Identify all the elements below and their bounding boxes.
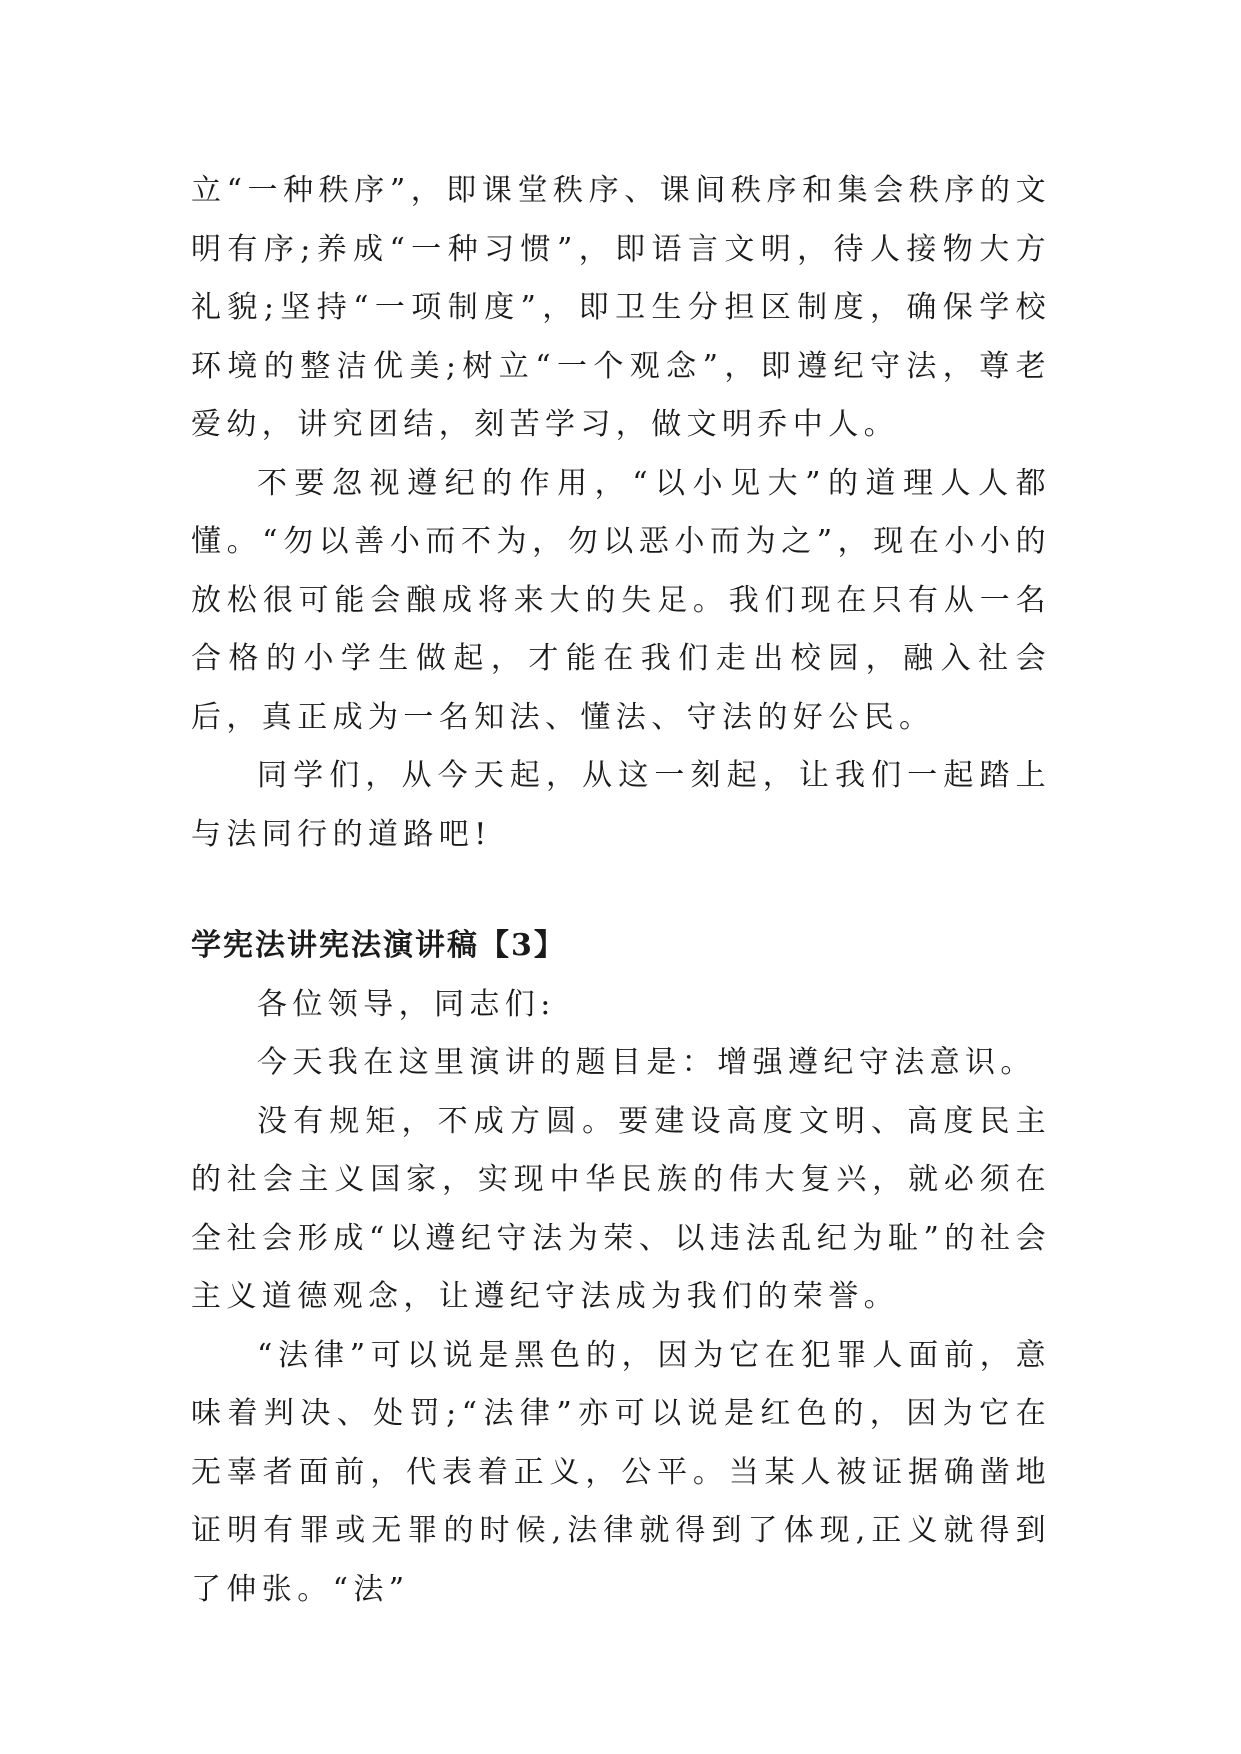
paragraph-topic: 今天我在这里演讲的题目是：增强遵纪守法意识。 xyxy=(257,1045,1036,1080)
paragraph-3: 同学们，从今天起，从这一刻起，让我们一起踏上与法同行的道路吧! xyxy=(191,758,1051,852)
salutation: 各位领导，同志们: xyxy=(257,986,556,1022)
paragraph-6: “法律”可以说是黑色的，因为它在犯罪人面前，意味着判决、处罚;“法律”亦可以说是红色的，因为它在无辜者面前，代表着正义，公平。当某人被证据确凿地证明有罪或无罪的时候,法律就得到了体现,正义就得到了伸张。“法” xyxy=(191,1337,1051,1607)
document-page xyxy=(191,162,1051,1619)
section-heading: 学宪法讲宪法演讲稿【3】 xyxy=(191,928,566,963)
paragraph-5: 没有规矩，不成方圆。要建设高度文明、高度民主的社会主义国家，实现中华民族的伟大复兴，就必须在全社会形成“以遵纪守法为荣、以违法乱纪为耻”的社会主义道德观念，让遵纪守法成为我们的荣誉。 xyxy=(191,1103,1051,1314)
paragraph-1: 立“一种秩序”，即课堂秩序、课间秩序和集会秩序的文明有序;养成“一种习惯”，即语言文明，待人接物大方礼貌;坚持“一项制度”，即卫生分担区制度，确保学校环境的整洁优美;树立“一个观念”，即遵纪守法，尊老爱幼，讲究团结，刻苦学习，做文明乔中人。 xyxy=(191,173,1051,442)
paragraph-2: 不要忽视遵纪的作用，“以小见大”的道理人人都懂。“勿以善小而不为，勿以恶小而为之”，现在小小的放松很可能会酿成将来大的失足。我们现在只有从一名合格的小学生做起，才能在我们走出校园，融入社会后，真正成为一名知法、懂法、守法的好公民。 xyxy=(191,465,1051,735)
